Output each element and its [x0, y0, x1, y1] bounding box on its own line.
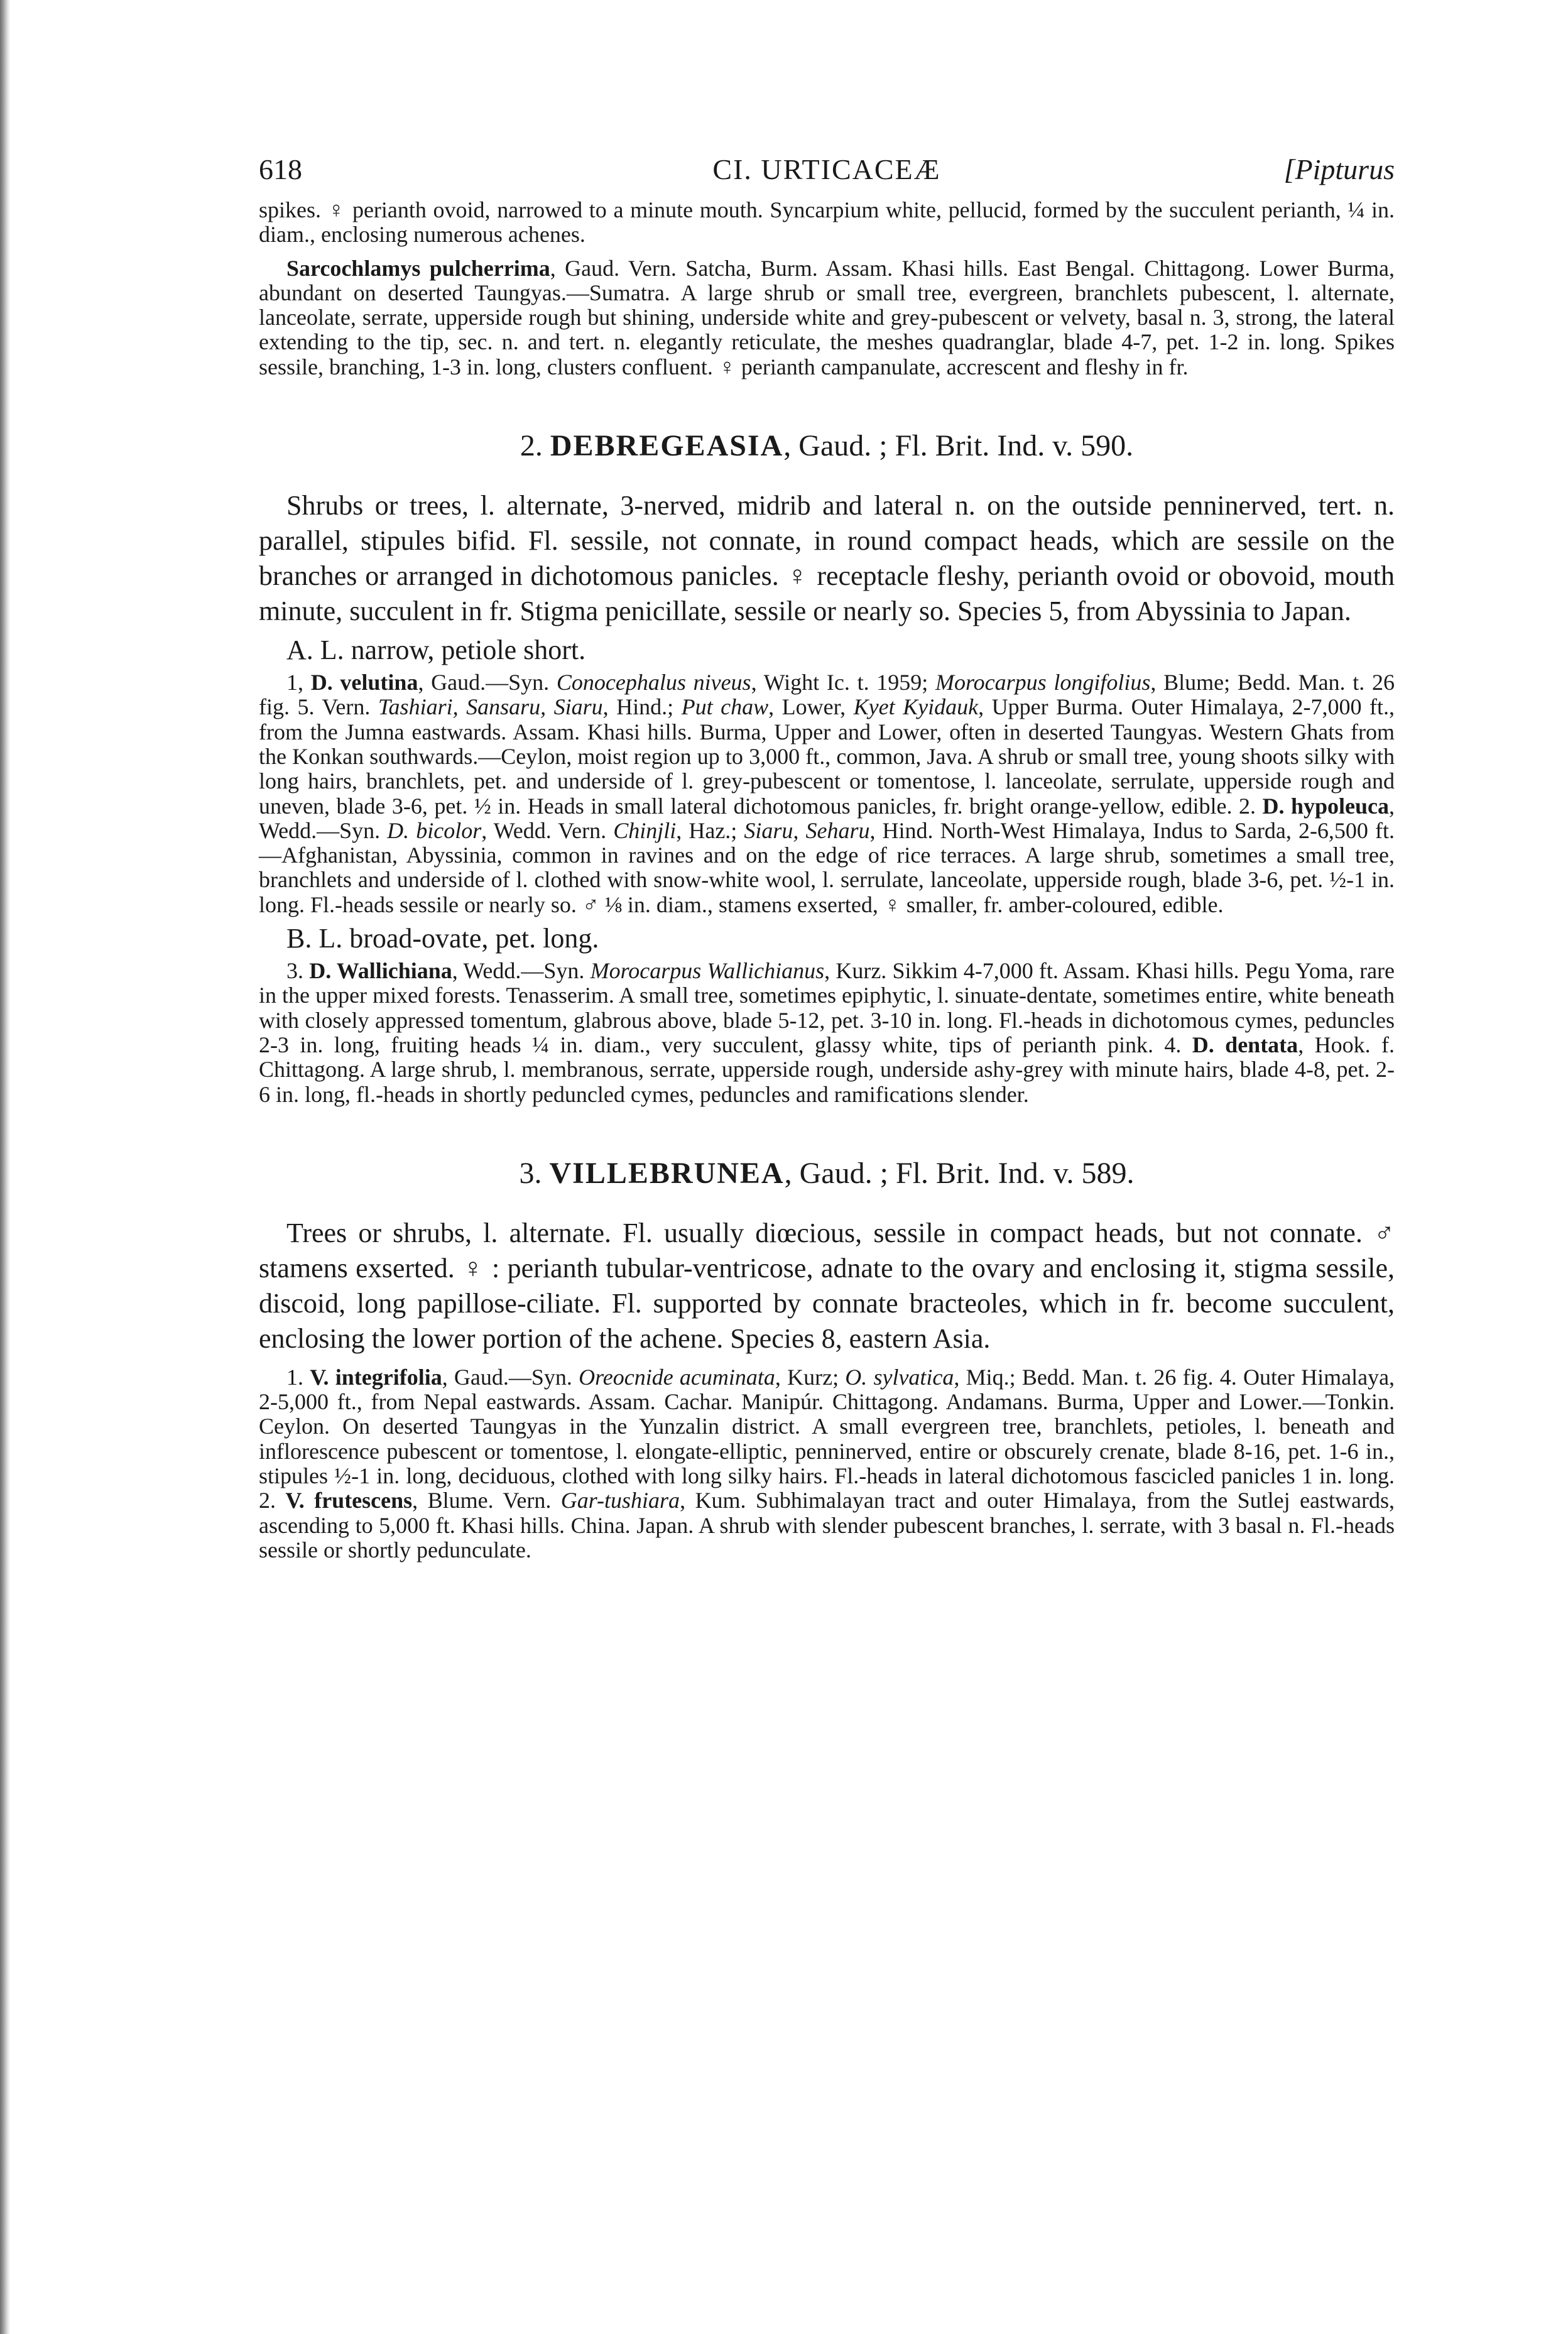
species-text: , Wedd.—Syn. — [452, 958, 591, 984]
group-b-heading: B. L. broad-ovate, pet. long. — [286, 923, 599, 954]
species-text: , Hook. f. Chittagong. A large shrub, l. membranous, serrate, upperside rough, underside ashy-grey with minute hairs, blade 4-8, pet. 2-6 in. long, fl.-heads in shortly peduncled cymes, peduncles and ramifications slender. — [259, 1032, 1395, 1107]
running-header — [259, 148, 1395, 198]
species-text: , Wedd.—Syn. — [259, 793, 1395, 843]
genus-heading-debregeasia — [259, 428, 1395, 463]
document-page — [259, 148, 1395, 1562]
species-text: , Blume; Bedd. Man. t. 26 fig. 5. Vern. — [259, 670, 1395, 720]
section-marker: [Pipturus — [1283, 153, 1395, 185]
species-name: V. integrifolia — [310, 1364, 442, 1390]
species-text: , Miq.; Bedd. Man. t. 26 fig. 4. Outer Himalaya, 2-5,000 ft., from Nepal eastwards. Assam. Cachar. Manipúr. Chittagong. Andamans. Burma, Upper and Lower.—Tonkin. Ceylon. On deserted Taungyas in the Yunzalin district. A small evergreen tree, branchlets, petioles, l. beneath and inflorescence pubescent or tomentose, l. elongate-elliptic, penninerved, entire or obscurely crenate, blade 8-16, pet. 1-6 in., stipules ½-1 in. long, deciduous, clothed with long silky hairs. Fl.-heads in lateral dichotomous fascicled panicles 1 in. long. 2. — [259, 1364, 1395, 1513]
species-number: 3. — [286, 958, 310, 984]
vernacular-name: Gar-tushiara — [560, 1488, 680, 1513]
species-text: , Gaud. Vern. Satcha, Burm. Assam. Khasi hills. East Bengal. Chittagong. Lower Burma, abundant on deserted Taungyas.—Sumatra. A large shrub or small tree, evergreen, branchlets pubescent, l. alternate, lanceolate, serrate, upperside rough but shining, underside white and grey-pubescent or velvety, basal n. 3, strong, the lateral extending to the tip, sec. n. and tert. n. elegantly reticulate, the meshes quadranglar, blade 4-7, pet. 1-2 in. long. Spikes sessile, branching, 1-3 in. long, clusters confluent. ♀ perianth campanulate, accrescent and fleshy in fr. — [259, 255, 1395, 379]
vernacular-name: Chinjli — [613, 817, 677, 843]
synonym: Conocephalus niveus — [556, 670, 751, 695]
species-paragraph — [259, 1365, 1395, 1562]
species-text: , Lower, — [768, 694, 854, 720]
species-name: D. Wallichiana — [309, 958, 452, 984]
page-number: 618 — [259, 153, 302, 185]
genus-name: VILLEBRUNEA — [549, 1156, 785, 1190]
vernacular-name: Kyet Kyidauk — [853, 694, 979, 720]
species-text: , Wight Ic. t. 1959; — [751, 670, 936, 695]
genus-name: DEBREGEASIA — [550, 429, 784, 463]
species-text: , Kum. Subhimalayan tract and outer Himalaya, from the Sutlej eastwards, ascending to 5,000 ft. Khasi hills. China. Japan. A shrub with slender pubescent branches, l. serrate, with 3 basal n. Fl.-heads sessile or shortly pedunculate. — [259, 1488, 1395, 1562]
species-number: 1, — [286, 670, 311, 695]
species-text: , Hind.; — [602, 694, 682, 720]
species-name: D. hypoleuca — [1262, 793, 1389, 819]
species-text: , Gaud.—Syn. — [418, 670, 557, 695]
species-name: Sarcochlamys pulcherrima — [286, 255, 550, 281]
species-text: , Haz.; — [676, 817, 744, 843]
synonym: Morocarpus Wallichianus — [590, 958, 825, 984]
species-paragraph — [259, 959, 1395, 1107]
page-edge — [0, 0, 10, 2334]
species-text: , Blume. Vern. — [412, 1488, 561, 1513]
species-name: D. dentata — [1192, 1032, 1298, 1057]
group-a-heading: A. L. narrow, petiole short. — [286, 635, 586, 666]
genus-number: 2. — [520, 429, 543, 463]
vernacular-name: Put chaw — [681, 694, 769, 720]
synonym: O. sylvatica — [845, 1364, 954, 1390]
genus-heading-villebrunea — [259, 1156, 1395, 1191]
genus-number: 3. — [519, 1156, 542, 1190]
genus-reference: , Gaud. ; Fl. Brit. Ind. v. 589. — [784, 1156, 1135, 1190]
species-name: V. frutescens — [285, 1488, 413, 1513]
species-text: , Kurz; — [775, 1364, 846, 1390]
genus-reference: , Gaud. ; Fl. Brit. Ind. v. 590. — [783, 429, 1134, 463]
sarcochlamys-paragraph — [259, 256, 1395, 379]
spikes-paragraph: spikes. ♀ perianth ovoid, narrowed to a minute mouth. Syncarpium white, pellucid, formed by the succulent perianth, ¼ in. diam., enclosing numerous achenes. — [259, 197, 1395, 248]
synonym: D. bicolor — [387, 817, 482, 843]
species-text: , Wedd. Vern. — [481, 817, 614, 843]
species-number: 1. — [286, 1364, 310, 1390]
species-paragraph — [259, 670, 1395, 917]
genus-description: Shrubs or trees, l. alternate, 3-nerved, midrib and lateral n. on the outside penninerved, tert. n. parallel, stipules bifid. Fl. sessile, not connate, in round compact heads, which are sessile on the branches or arranged in dichotomous panicles. ♀ receptacle fleshy, perianth ovoid or obovoid, mouth minute, succulent in fr. Stigma penicillate, sessile or nearly so. Species 5, from Abyssinia to Japan. — [259, 490, 1395, 627]
vernacular-name: Siaru, Seharu — [744, 817, 870, 843]
species-text: , Kurz. Sikkim 4-7,000 ft. Assam. Khasi hills. Pegu Yoma, rare in the upper mixed forests. Tenasserim. A small tree, sometimes epiphytic, l. sinuate-dentate, sometimes entire, white beneath with closely appressed tomentum, glabrous above, blade 5-12, pet. 3-10 in. long. Fl.-heads in dichotomous cymes, peduncles 2-3 in. long, fruiting heads ¼ in. diam., very succulent, glassy white, tips of perianth pink. 4. — [259, 958, 1395, 1057]
species-text: , Hind. North-West Himalaya, Indus to Sarda, 2-6,500 ft.—Afghanistan, Abyssinia, common in ravines and on the edge of rice terraces. A large shrub, sometimes a small tree, branchlets and underside of l. clothed with snow-white wool, l. serrulate, lanceolate, upperside rough, blade 3-6, pet. ½-1 in. long. Fl.-heads sessile or nearly so. ♂ ⅛ in. diam., stamens exserted, ♀ smaller, fr. amber-coloured, edible. — [259, 817, 1395, 917]
synonym: Oreocnide acuminata — [579, 1364, 775, 1390]
species-name: D. velutina — [310, 670, 418, 695]
species-text: , Upper Burma. Outer Himalaya, 2-7,000 ft., from the Jumna eastwards. Assam. Khasi hills. Burma, Upper and Lower, often in deserted Taungyas. Western Ghats from the Konkan southwards.—Ceylon, moist region up to 3,000 ft., common, Java. A shrub or small tree, young shoots silky with long hairs, branchlets, pet. and underside of l. grey-pubescent or tomentose, l. lanceolate, serrulate, upperside rough and uneven, blade 3-6, pet. ½ in. Heads in small lateral dichotomous panicles, fr. bright orange-yellow, edible. 2. — [259, 694, 1395, 819]
species-text: , Gaud.—Syn. — [442, 1364, 579, 1390]
running-title: CI. URTICACEÆ — [712, 153, 941, 185]
genus-description: Trees or shrubs, l. alternate. Fl. usually diœcious, sessile in compact heads, but not connate. ♂ stamens exserted. ♀ : perianth tubular-ventricose, adnate to the ovary and enclosing it, stigma sessile, discoid, long papillose-ciliate. Fl. supported by connate bracteoles, which in fr. become succulent, enclosing the lower portion of the achene. Species 8, eastern Asia. — [259, 1217, 1395, 1354]
vernacular-name: Tashiari, Sansaru, Siaru — [378, 694, 603, 720]
synonym: Morocarpus longifolius — [935, 670, 1151, 695]
